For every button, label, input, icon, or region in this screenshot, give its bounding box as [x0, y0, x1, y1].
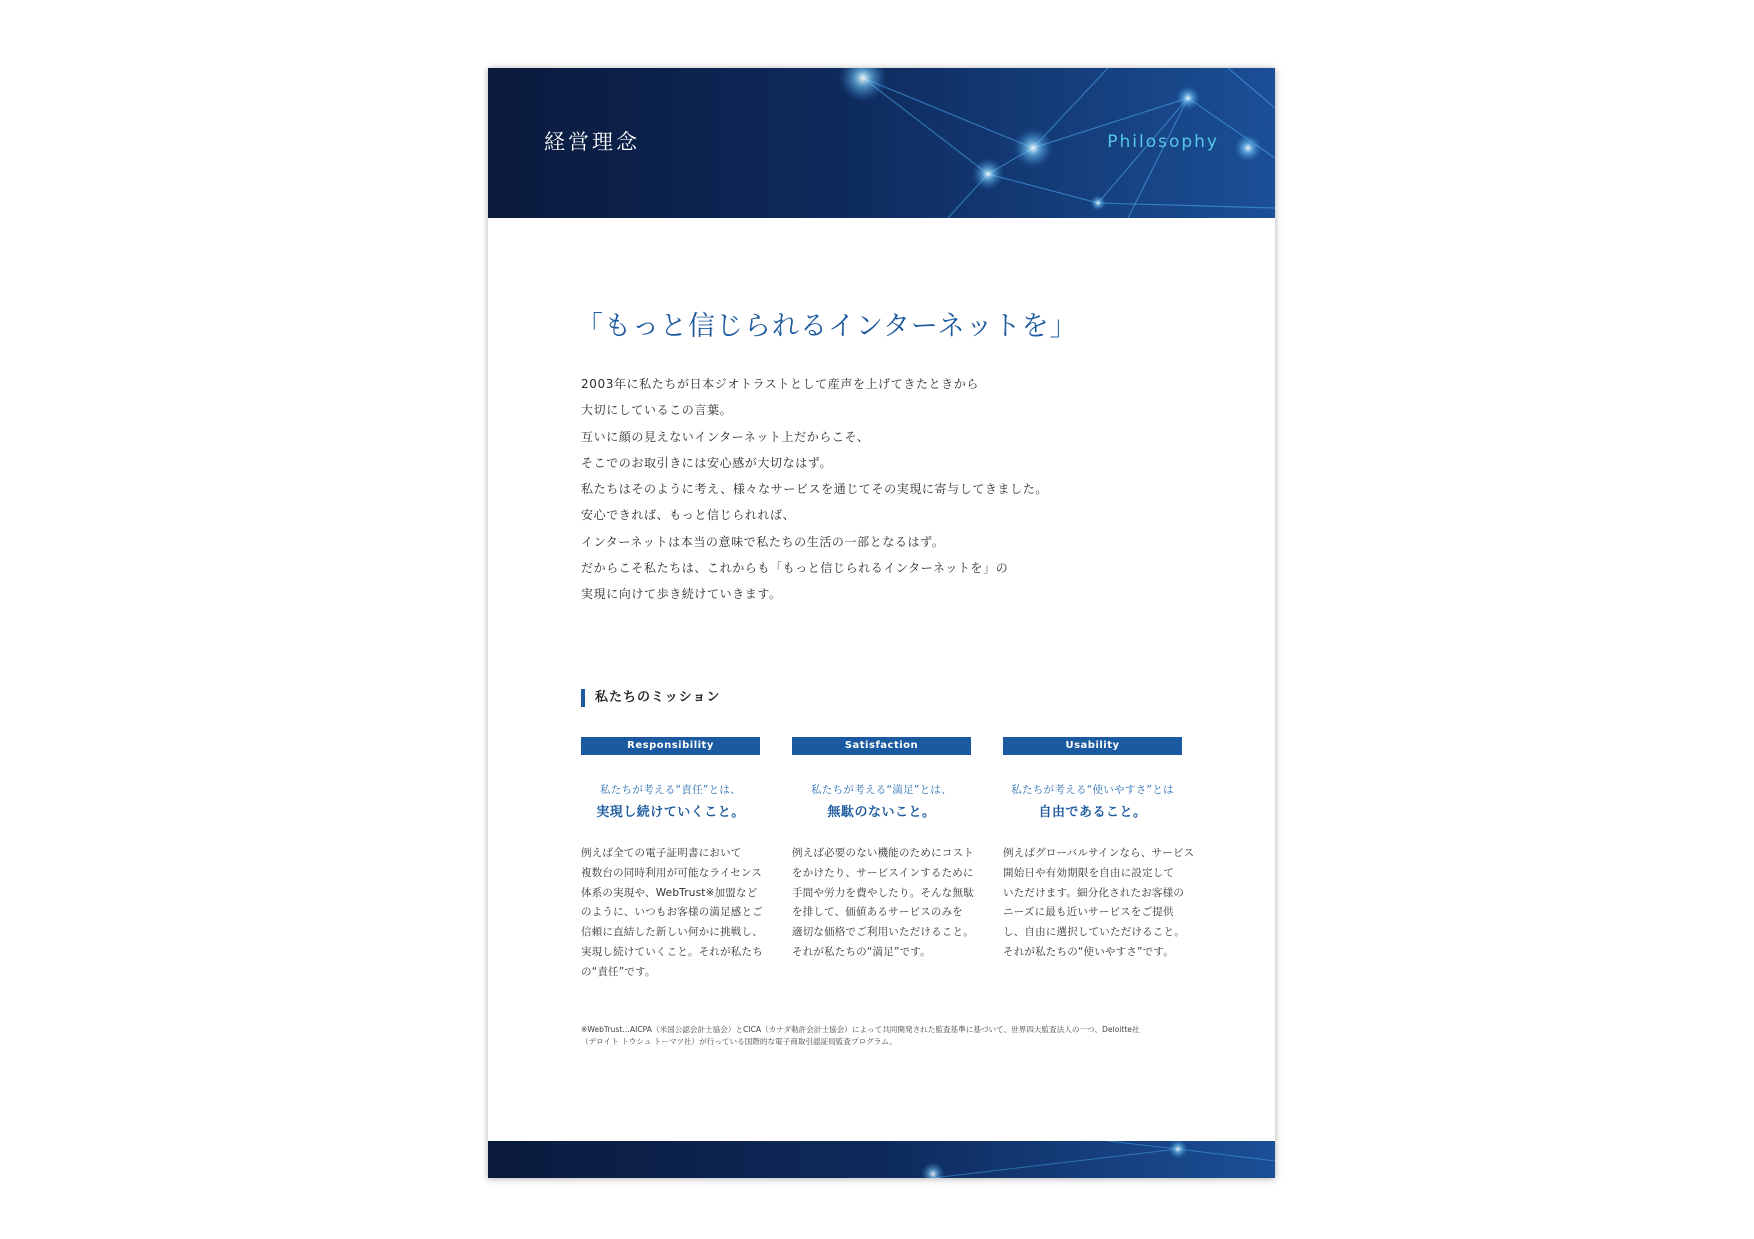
- intro-line: だからこそ私たちは、これからも「もっと信じられるインターネットを」の: [581, 561, 1009, 576]
- mission-label: Responsibility: [581, 737, 760, 755]
- mission-body-line: 信頼に直結した新しい何かに挑戦し、: [581, 926, 763, 939]
- intro-line: 2003年に私たちが日本ジオトラストとして産声を上げてきたときから: [581, 377, 979, 391]
- footnote: [581, 1024, 1201, 1048]
- page-title: 経営理念: [544, 130, 640, 154]
- mission-headline: 実現し続けていくこと。: [596, 805, 745, 820]
- intro-line: そこでのお取引きには安心感が大切なはず。: [581, 455, 833, 470]
- mission-label: Usability: [1003, 737, 1182, 755]
- mission-body-line: 実現し続けていくこと。それが私たち: [581, 945, 763, 958]
- mission-body-line: それが私たちの“使いやすさ”です。: [1003, 945, 1174, 958]
- mission-body-line: 体系の実現や、WebTrust※加盟など: [581, 886, 758, 899]
- intro-line: 大切にしているこの言葉。: [581, 403, 733, 418]
- mission-body-line: 複数台の同時利用が可能なライセンス: [581, 866, 762, 879]
- mission-body-line: 開始日や有効期限を自由に設定して: [1003, 866, 1175, 879]
- mission-body-line: それが私たちの“満足”です。: [792, 945, 931, 958]
- network-graphic: [488, 1141, 1275, 1178]
- mission-column-usability: [1003, 737, 1195, 963]
- mission-lead: 私たちが考える“責任”とは、: [599, 784, 742, 796]
- mission-body-line: 例えば必要のない機能のためにコスト: [792, 847, 974, 859]
- mission-column-responsibility: [581, 737, 763, 983]
- footnote-line: ※WebTrust…AICPA（米国公認会計士協会）とCICA（カナダ勅許会計士協会）によって共同開発された監査基準に基づいて、世界四大監査法人の一つ、Deloitte社: [581, 1025, 1140, 1034]
- page-title-english: Philosophy: [1107, 132, 1219, 152]
- mission-body-line: 手間や労力を費やしたり。そんな無駄: [792, 886, 974, 899]
- intro-line: 安心できれば、もっと信じられれば、: [581, 508, 796, 523]
- intro-line: 互いに顔の見えないインターネット上だからこそ、: [581, 429, 870, 444]
- mission-body-line: ニーズに最も近いサービスをご提供: [1003, 906, 1174, 919]
- mission-lead: 私たちが考える“満足”とは、: [810, 784, 953, 796]
- intro-line: 実現に向けて歩き続けていきます。: [581, 587, 782, 602]
- mission-lead: 私たちが考える“使いやすさ”とは: [1011, 784, 1174, 796]
- mission-headline: 自由であること。: [1038, 805, 1147, 820]
- mission-body-line: をかけたり、サービスインするために: [792, 866, 974, 879]
- mission-body-line: いただけます。細分化されたお客様の: [1003, 886, 1185, 899]
- mission-body-line: 適切な価格でご利用いただけること。: [792, 926, 974, 939]
- mission-body-line: し、自由に選択していただけること。: [1003, 926, 1185, 939]
- mission-headline: 無駄のないこと。: [827, 805, 936, 820]
- intro-line: インターネットは本当の意味で私たちの生活の一部となるはず。: [581, 534, 945, 549]
- mission-body: [1003, 844, 1195, 963]
- mission-label: Satisfaction: [792, 737, 971, 755]
- header-banner: [488, 68, 1275, 218]
- footnote-line: （デロイト トウシュ トーマツ社）が行っている国際的な電子商取引認証局監査プログラム。: [581, 1037, 897, 1046]
- mission-body-line: の“責任”です。: [581, 965, 656, 978]
- mission-body-line: 例えばグローバルサインなら、サービス: [1003, 847, 1195, 859]
- mission-column-satisfaction: [792, 737, 974, 963]
- mission-heading: 私たちのミッション: [581, 689, 720, 707]
- footer-banner: [488, 1141, 1275, 1178]
- mission-body-line: を排して、価値あるサービスのみを: [792, 906, 963, 919]
- mission-body: [792, 844, 974, 963]
- intro-paragraph: [581, 371, 1181, 608]
- mission-body-line: 例えば全ての電子証明書において: [581, 847, 742, 859]
- headline: 「もっと信じられるインターネットを」: [576, 311, 1078, 342]
- mission-body-line: のように、いつもお客様の満足感とご: [581, 906, 763, 919]
- document-page: [488, 68, 1275, 1178]
- mission-body: [581, 844, 763, 983]
- intro-line: 私たちはそのように考え、様々なサービスを通じてその実現に寄与してきました。: [581, 482, 1048, 497]
